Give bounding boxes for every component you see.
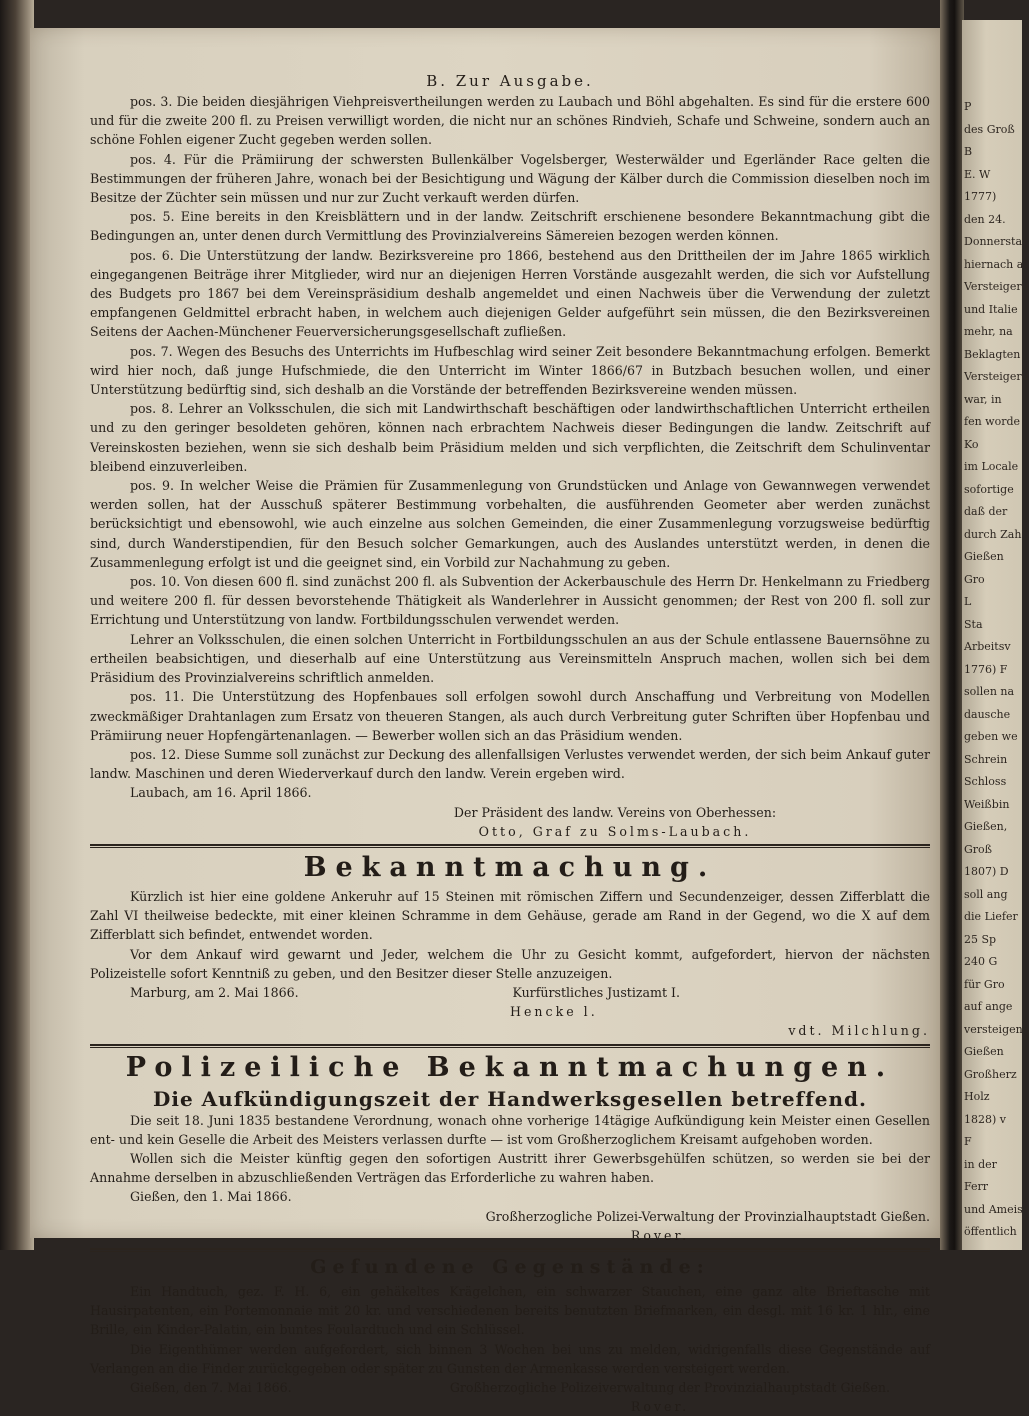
edge-fragment: Sta xyxy=(964,617,983,631)
edge-fragment: im Locale xyxy=(964,460,1019,473)
edge-fragment: Beklagten xyxy=(964,347,1021,361)
notice3-name: Rover. xyxy=(630,1399,690,1415)
paragraph-teachers: Lehrer an Volksschulen, die einen solchen Unterricht in Fortbildungsschulen an aus der Schule entlassene Bauernsöhne zu ertheilen beabsichtigen, und dieserhalb auf eine Unterstützung aus Vereinsmitteln Anspruch machen, wollen sich bei dem Präsidium des Provinzialvereins schriftlich anmelden. xyxy=(90,631,930,686)
notice2-paragraph: Die seit 18. Juni 1835 bestandene Verordnung, wonach ohne vorherige 14tägige Aufkündigung kein Meister einen Gesellen ent- und kein Geselle die Arbeit des Meisters verlassen durfte — ist vom Großherzoglichem Kreisamt aufgehoben worden. xyxy=(90,1112,930,1147)
notice3-authority: Großherzogliche Polizeiverwaltung der Provinzialhauptstadt Gießen. xyxy=(449,1379,890,1395)
notice2-place-date: Gießen, den 1. Mai 1866. xyxy=(130,1189,292,1205)
edge-fragment: und Italie xyxy=(964,302,1018,316)
notice2-authority: Großherzogliche Polizei-Verwaltung der Provinzialhauptstadt Gießen. xyxy=(485,1208,930,1224)
edge-fragment: auf ange xyxy=(964,1000,1013,1013)
sig1-title: Der Präsident des landw. Vereins von Oberhessen: xyxy=(453,804,777,820)
paragraph-pos-4: pos. 4. Für die Prämiirung der schwersten Bullenkälber Vogelsberger, Westerwälder und Egerländer Race gelten die Bestimmungen der früheren Jahre, wonach bei der Besichtigung und Wägung der Kälber durch die Commission dieselben noch im Besitze der Züchter sein müssen und nur zur Zucht verkauft werden dürfen. xyxy=(90,151,930,206)
notice3-paragraph: Ein Handtuch, gez. F. H. 6, ein gehäkeltes Krägelchen, ein schwarzer Stauchen, eine ganz alte Brieftasche mit Hausirpatenten, ein Portemonnaie mit 20 kr. und verschiedenen bereits benutzten Briefmarken, ein desgl. mit 16 kr. 1 hlr., eine Brille, ein Kinder-Palatin, ein buntes Foulardtuch und ein Schlüssel. xyxy=(90,1283,930,1338)
edge-fragment: Schloss xyxy=(964,775,1007,788)
edge-fragment: Holz xyxy=(964,1090,990,1103)
edge-fragment: Ko xyxy=(964,437,979,451)
edge-fragment: L xyxy=(964,595,972,608)
page-content xyxy=(90,72,930,1416)
divider xyxy=(90,844,930,846)
notice1-title: Bekanntmachung. xyxy=(303,851,717,883)
section-heading: B. Zur Ausgabe. xyxy=(426,72,594,90)
divider xyxy=(90,1248,930,1250)
divider xyxy=(90,1251,930,1252)
edge-fragment: versteigen xyxy=(964,1022,1023,1036)
book-gutter xyxy=(940,0,964,1250)
paragraph-pos-12: pos. 12. Diese Summe soll zunächst zur Deckung des allenfallsigen Verlustes verwendet werden, der sich beim Ankauf guter landw. Maschinen und deren Wiederverkauf durch den landw. Verein ergeben wird. xyxy=(90,746,930,782)
edge-fragment: Weißbin xyxy=(964,797,1010,811)
facing-page-edge xyxy=(962,20,1029,1250)
edge-fragment: hiernach a xyxy=(964,257,1024,271)
paragraph-pos-3: pos. 3. Die beiden diesjährigen Viehpreisvertheilungen werden zu Laubach und Böhl abgehalten. Es sind für die erstere 600 und für die zweite 200 fl. zu Preisen verwilligt worden, die nicht nur an schönes Rindvieh, Schafe und Schweine, sondern auch an schöne Fohlen eigener Zucht gegeben werden sollen. xyxy=(90,94,930,148)
divider xyxy=(90,1047,930,1048)
edge-fragment: und Ameis xyxy=(964,1202,1023,1216)
paragraph-pos-8: pos. 8. Lehrer an Volksschulen, die sich mit Landwirthschaft beschäftigen oder landwirthschaftlichen Unterricht ertheilen und zu den geringer besoldeten gehören, können nach erbrachtem Nachweis dieser Bedingungen die landw. Zeitschrift auf Vereinskosten beziehen, wenn sie sich deshalb beim Präsidium melden und sich verpflichten, die Zeitschrift dem Schulinventar bleibend einzuverleiben. xyxy=(90,401,930,474)
notice2-title: Polizeiliche Bekanntmachungen. xyxy=(125,1051,895,1083)
edge-fragment: für Gro xyxy=(964,977,1005,991)
edge-fragment: F xyxy=(964,1135,972,1148)
edge-fragment: war, in xyxy=(964,392,1002,406)
paragraph-pos-11: pos. 11. Die Unterstützung des Hopfenbaues soll erfolgen sowohl durch Anschaffung und Verbreitung von Modellen zweckmäßiger Drahtanlagen zum Ersatz von theueren Stangen, als auch durch Verbreitung guter Schriften über Hopfenbau und Prämiirung neuer Hopfengärtenanlagen. — Bewerber wollen sich an das Präsidium wenden. xyxy=(90,689,930,743)
divider xyxy=(90,847,930,848)
edge-fragment: Versteigeru xyxy=(964,370,1029,383)
notice2-subtitle: Die Aufkündigungszeit der Handwerksgesellen betreffend. xyxy=(153,1086,867,1111)
edge-fragment: 1807) D xyxy=(964,865,1009,878)
paragraph-pos-7: pos. 7. Wegen des Besuchs des Unterrichts im Hufbeschlag wird seiner Zeit besondere Bekanntmachung erfolgen. Bemerkt wird hier noch, daß junge Hufschmiede, die den Unterricht im Winter 1866/67 in Butzbach besuchen wollen, und einer Unterstützung bedürftig sind, sich deshalb an die Vorstände der betreffenden Bezirksvereine wenden müssen. xyxy=(90,343,930,398)
edge-fragment: die Liefer xyxy=(964,910,1018,923)
edge-fragment: den 24. xyxy=(964,212,1006,226)
edge-fragment: fen worde xyxy=(964,415,1021,428)
notice1-paragraph: Kürzlich ist hier eine goldene Ankeruhr auf 15 Steinen mit römischen Ziffern und Secundenzeiger, dessen Zifferblatt die Zahl VI theilweise bedeckte, mit einer kleinen Schramme in dem Gehäuse, gerade am Rand in der Gegend, wo die X auf dem Zifferblatt sich befindet, entwendet worden. xyxy=(90,888,930,943)
notice1-vdt: vdt. Milchlung. xyxy=(788,1023,930,1039)
sig1-name: Otto, Graf zu Solms-Laubach. xyxy=(478,823,752,839)
notice3-title: Gefundene Gegenstände: xyxy=(310,1255,710,1278)
paragraph-pos-10: pos. 10. Von diesen 600 fl. sind zunächst 200 fl. als Subvention der Ackerbauschule des Herrn Dr. Henkelmann zu Friedberg und weitere 200 fl. für dessen bevorstehende Thätigkeit als Wanderlehrer in Aussicht genommen; der Rest von 200 fl. soll zur Errichtung und Unterstützung von landw. Fortbildungsschulen verwendet werden. xyxy=(90,574,930,628)
edge-fragment: 1777) xyxy=(964,190,997,203)
notice3-place-date: Gießen, den 7. Mai 1866. xyxy=(130,1379,292,1395)
edge-fragment: öffentlich xyxy=(964,1225,1017,1238)
edge-fragment: in der xyxy=(964,1157,997,1171)
edge-fragment: 240 G xyxy=(964,955,998,968)
notice1-paragraph: Vor dem Ankauf wird gewarnt und Jeder, welchem die Uhr zu Gesicht kommt, aufgefordert, hiervon der nächsten Polizeistelle sofort Kenntniß zu geben, und den Besitzer dieser Stelle anzuzeigen. xyxy=(90,946,930,981)
paragraph-pos-6: pos. 6. Die Unterstützung der landw. Bezirksvereine pro 1866, bestehend aus den Drittheilen der im Jahre 1865 wirklich eingegangenen Beiträge ihrer Mitglieder, wird nur an diejenigen Herren Vorstände ausgezahlt werden, die sich vor Aufstellung des Budgets pro 1867 bei dem Vereinspräsidium deshalb angemeldet und einen Nachweis über die Verwendung der zuletzt empfangenen Geldmittel erbracht haben, in welchem auch diejenigen Gelder aufgeführt sein müssen, die den Bezirksvereinen Seitens der Aachen-Münchener Feuerversicherungsgesellschaft zufließen. xyxy=(90,247,930,340)
edge-fragment: sollen na xyxy=(964,685,1015,698)
notice1-name: Hencke l. xyxy=(510,1004,598,1020)
edge-fragment: Gießen, xyxy=(964,820,1008,833)
edge-fragment: sofortige xyxy=(964,482,1014,496)
edge-fragment: 1776) F xyxy=(964,662,1008,676)
edge-fragment: Groß xyxy=(964,842,993,856)
edge-fragment: Gro xyxy=(964,572,985,586)
edge-fragment: mehr, na xyxy=(964,325,1013,338)
paragraph-pos-5: pos. 5. Eine bereits in den Kreisblättern und in der landw. Zeitschrift erschienene besondere Bekanntmachung gibt die Bedingungen an, unter denen durch Vermittlung des Provinzialvereins Sämereien bezogen werden können. xyxy=(90,209,930,244)
edge-fragment: Arbeitsv xyxy=(964,640,1011,653)
edge-fragment: 1828) v xyxy=(964,1112,1006,1126)
edge-fragment: P xyxy=(964,100,972,113)
notice1-place-date: Marburg, am 2. Mai 1866. xyxy=(130,984,299,1000)
edge-fragment: Großherz xyxy=(964,1067,1017,1081)
edge-fragment: des Groß xyxy=(964,122,1015,136)
edge-fragment: E. W xyxy=(964,167,991,181)
edge-fragment: Versteigeru xyxy=(964,280,1029,293)
notice2-paragraph: Wollen sich die Meister künftig gegen den sofortigen Austritt ihrer Gewerbsgehülfen schützen, so werden sie bei der Annahme derselben in abzuschließenden Verträgen das Erforderliche zu wahren haben. xyxy=(90,1150,930,1186)
edge-fragment: Gießen xyxy=(964,1045,1004,1058)
edge-fragment: B xyxy=(964,145,973,158)
left-spine xyxy=(0,0,34,1250)
edge-fragment: Schrein xyxy=(964,752,1008,766)
edge-fragment: dausche xyxy=(964,707,1011,721)
edge-fragment: Ferr xyxy=(964,1180,989,1193)
paragraph-pos-9: pos. 9. In welcher Weise die Prämien für Zusammenlegung von Grundstücken und Anlage von Gewannwegen verwendet werden sollen, hat der Ausschuß späterer Bestimmung vorbehalten, die ausführenden Geometer aber werden zunächst berücksichtigt und ebensowohl, wie auch einzelne aus solchen Gemeinden, die einer Zusammenlegung vorzugsweise bedürftig sind, durch Wanderstipendien, für den Besuch solcher Gemarkungen, auch des Auslandes unterstützt werden, in denen die Zusammenlegung erfolgt ist und die geeignet sind, ein Vorbild zur Nachahmung zu geben. xyxy=(90,478,930,570)
edge-fragment: daß der xyxy=(964,505,1008,518)
divider xyxy=(90,1044,930,1046)
edge-fragment: soll ang xyxy=(964,887,1008,901)
sig1-place-date: Laubach, am 16. April 1866. xyxy=(130,785,312,801)
edge-fragment: Donnersta xyxy=(964,235,1023,248)
notice2-name: Rover. xyxy=(630,1227,690,1243)
edge-fragment: Gießen xyxy=(964,550,1004,563)
edge-fragment: durch Zah xyxy=(964,527,1022,541)
edge-fragment: geben we xyxy=(964,730,1018,743)
notice1-authority: Kurfürstliches Justizamt I. xyxy=(512,984,680,1000)
edge-fragment: 25 Sp xyxy=(964,932,997,946)
notice3-paragraph: Die Eigenthümer werden aufgefordert, sich binnen 3 Wochen bei uns zu melden, widrigenfalls diese Gegenstände auf Verlangen an die Finder zurückgegeben oder später zu Gunsten der Armenkasse werden versteigert werden. xyxy=(90,1341,930,1376)
